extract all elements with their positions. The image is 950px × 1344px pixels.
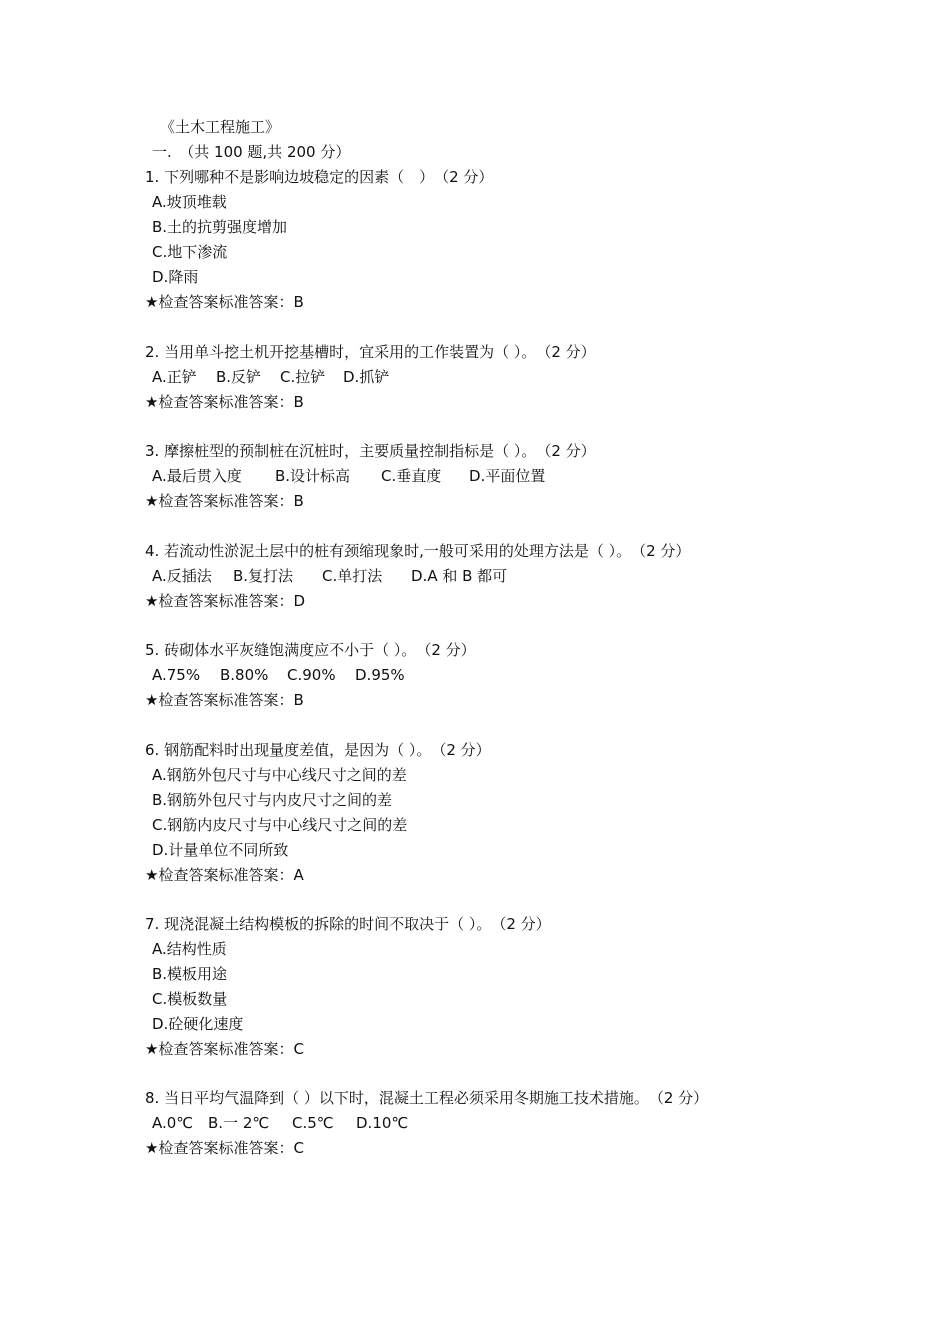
question-5-options [152, 663, 405, 688]
question-7-option-d: D.砼硬化速度 [152, 1015, 244, 1033]
section-header: 一. （共 100 题,共 200 分） [152, 143, 351, 161]
question-7-text: 7. 现浇混凝土结构模板的拆除的时间不取决于（ ）。 （2 分） [145, 915, 551, 933]
question-3-answer: ★检查答案标准答案：B [145, 492, 304, 510]
question-7-option-a: A.结构性质 [152, 940, 227, 958]
question-3-option-d: D.平面位置 [469, 467, 546, 485]
question-8-option-d: D.10℃ [356, 1114, 409, 1132]
question-4-options [152, 564, 507, 589]
question-1-option-c: C.地下渗流 [152, 243, 228, 261]
question-5-text: 5. 砖砌体水平灰缝饱满度应不小于（ ）。 （2 分） [145, 641, 476, 659]
question-8-option-c: C.5℃ [292, 1114, 334, 1132]
question-5-option-b: B.80% [220, 666, 269, 684]
question-2-options [152, 365, 389, 390]
question-2-option-c: C.拉铲 [280, 368, 326, 386]
question-1-option-a: A.坡顶堆载 [152, 193, 227, 211]
question-3-option-a: A.最后贯入度 [152, 467, 242, 485]
question-3-option-b: B.设计标高 [275, 467, 351, 485]
question-4-answer: ★检查答案标准答案：D [145, 592, 305, 610]
question-4-option-c: C.单打法 [322, 567, 383, 585]
question-8-answer: ★检查答案标准答案：C [145, 1139, 304, 1157]
question-1-text: 1. 下列哪种不是影响边坡稳定的因素（ ） （2 分） [145, 168, 494, 186]
question-7-option-c: C.模板数量 [152, 990, 228, 1008]
question-6-text: 6. 钢筋配料时出现量度差值，是因为（ ）。 （2 分） [145, 741, 491, 759]
question-5-option-a: A.75% [152, 666, 201, 684]
question-6-option-c: C.钢筋内皮尺寸与中心线尺寸之间的差 [152, 816, 408, 834]
question-8-text: 8. 当日平均气温降到（ ）以下时，混凝土工程必须采用冬期施工技术措施。 （2 分） [145, 1089, 709, 1107]
question-8-option-a: A.0℃ [152, 1114, 194, 1132]
question-2-option-a: A.正铲 [152, 368, 197, 386]
question-3-text: 3. 摩擦桩型的预制桩在沉桩时，主要质量控制指标是（ ）。 （2 分） [145, 442, 596, 460]
question-2-option-b: B.反铲 [216, 368, 262, 386]
question-8-options [152, 1111, 408, 1136]
document-title: 《土木工程施工》 [160, 118, 281, 136]
question-1-option-d: D.降雨 [152, 268, 199, 286]
question-4-option-b: B.复打法 [233, 567, 294, 585]
question-6-option-d: D.计量单位不同所致 [152, 841, 289, 859]
question-4-option-a: A.反插法 [152, 567, 212, 585]
question-2-answer: ★检查答案标准答案：B [145, 393, 304, 411]
question-1-answer: ★检查答案标准答案：B [145, 293, 304, 311]
question-7-option-b: B.模板用途 [152, 965, 228, 983]
question-6-option-a: A.钢筋外包尺寸与中心线尺寸之间的差 [152, 766, 407, 784]
question-6-answer: ★检查答案标准答案：A [145, 866, 304, 884]
question-5-option-c: C.90% [287, 666, 336, 684]
question-2-option-d: D.抓铲 [343, 368, 390, 386]
question-7-answer: ★检查答案标准答案：C [145, 1040, 304, 1058]
question-6-option-b: B.钢筋外包尺寸与内皮尺寸之间的差 [152, 791, 393, 809]
question-1-option-b: B.土的抗剪强度增加 [152, 218, 288, 236]
question-2-text: 2. 当用单斗挖土机开挖基槽时，宜采用的工作装置为（ ）。 （2 分） [145, 343, 596, 361]
question-3-option-c: C.垂直度 [381, 467, 442, 485]
question-4-text: 4. 若流动性淤泥土层中的桩有颈缩现象时,一般可采用的处理方法是（ ）。 （2 分） [145, 542, 691, 560]
question-5-answer: ★检查答案标准答案：B [145, 691, 304, 709]
question-8-option-b: B.一 2℃ [208, 1114, 270, 1132]
question-5-option-d: D.95% [355, 666, 405, 684]
question-4-option-d: D.A 和 B 都可 [411, 567, 508, 585]
question-3-options [152, 464, 545, 489]
